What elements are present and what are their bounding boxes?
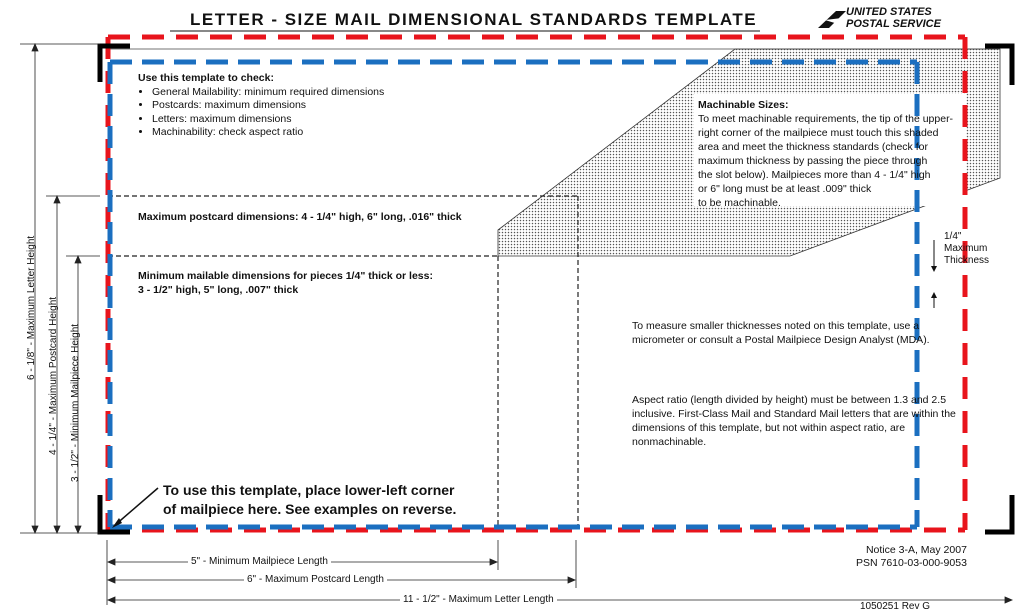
placement-instruction: To use this template, place lower-left corner of mailpiece here. See examples on reverse. [163,482,457,517]
measure-note: To measure smaller thicknesses noted on this template, use a micrometer or consult a Postal Mailpiece Design Analyst (MDA). [632,320,930,346]
aspect-ratio-note: Aspect ratio (length divided by height) must be between 1.3 and 2.5 inclusive. First-Class Mail and Standard Mail letters that are within the dimensions of this template, but not within aspect ratio, are nonmachinable. [632,394,956,448]
checklist-item: • Postcards: maximum dimensions [152,99,384,113]
machinable-body: To meet machinable requirements, the tip of the upper- right corner of the mailpiece must touch this shaded area and meet the thickness standards (check for maximum thickness by passing the piece through the slot below). Mailpieces more than 4 - 1/4" high or 6" long must be at least .009" thick to be machinable. [698,113,954,209]
checklist-item: • General Mailability: minimum required dimensions [152,86,384,100]
machinable-heading: Machinable Sizes: [698,99,789,111]
letter-length-label: 11 - 1/2" - Maximum Letter Length [400,594,557,605]
usps-logo-text: UNITED STATES POSTAL SERVICE [846,6,941,30]
checklist-heading: Use this template to check: [138,72,274,84]
postcard-height-label: 4 - 1/4" - Maximum Postcard Height [48,296,59,455]
corner-pointer-arrow [114,488,158,526]
thickness-arrow-up [931,292,937,298]
postcard-length-label: 6" - Maximum Postcard Length [244,574,387,585]
checklist-item: • Letters: maximum dimensions [152,113,384,127]
min-mailable-line2: 3 - 1/2" high, 5" long, .007" thick [138,284,299,296]
checklist [138,72,384,140]
notice-number: Notice 3-A, May 2007 PSN 7610-03-000-9053 [856,544,967,569]
min-height-label: 3 - 1/2" - Minimum Mailpiece Height [70,323,81,482]
page-title: LETTER - SIZE MAIL DIMENSIONAL STANDARDS TEMPLATE [190,10,758,29]
postcard-max-dimensions: Maximum postcard dimensions: 4 - 1/4" high, 6" long, .016" thick [138,211,462,223]
min-mailable-line1: Minimum mailable dimensions for pieces 1/4" thick or less: [138,270,433,282]
letter-height-label: 6 - 1/8" - Maximum Letter Height [26,235,37,380]
revision-label: 1050251 Rev G [860,601,931,612]
min-length-label: 5" - Minimum Mailpiece Length [188,556,331,567]
checklist-item: • Machinability: check aspect ratio [152,126,384,140]
usps-eagle-icon [818,11,846,28]
thickness-label: 1/4" Maximum Thickness [944,231,990,266]
thickness-arrow-down [931,266,937,272]
